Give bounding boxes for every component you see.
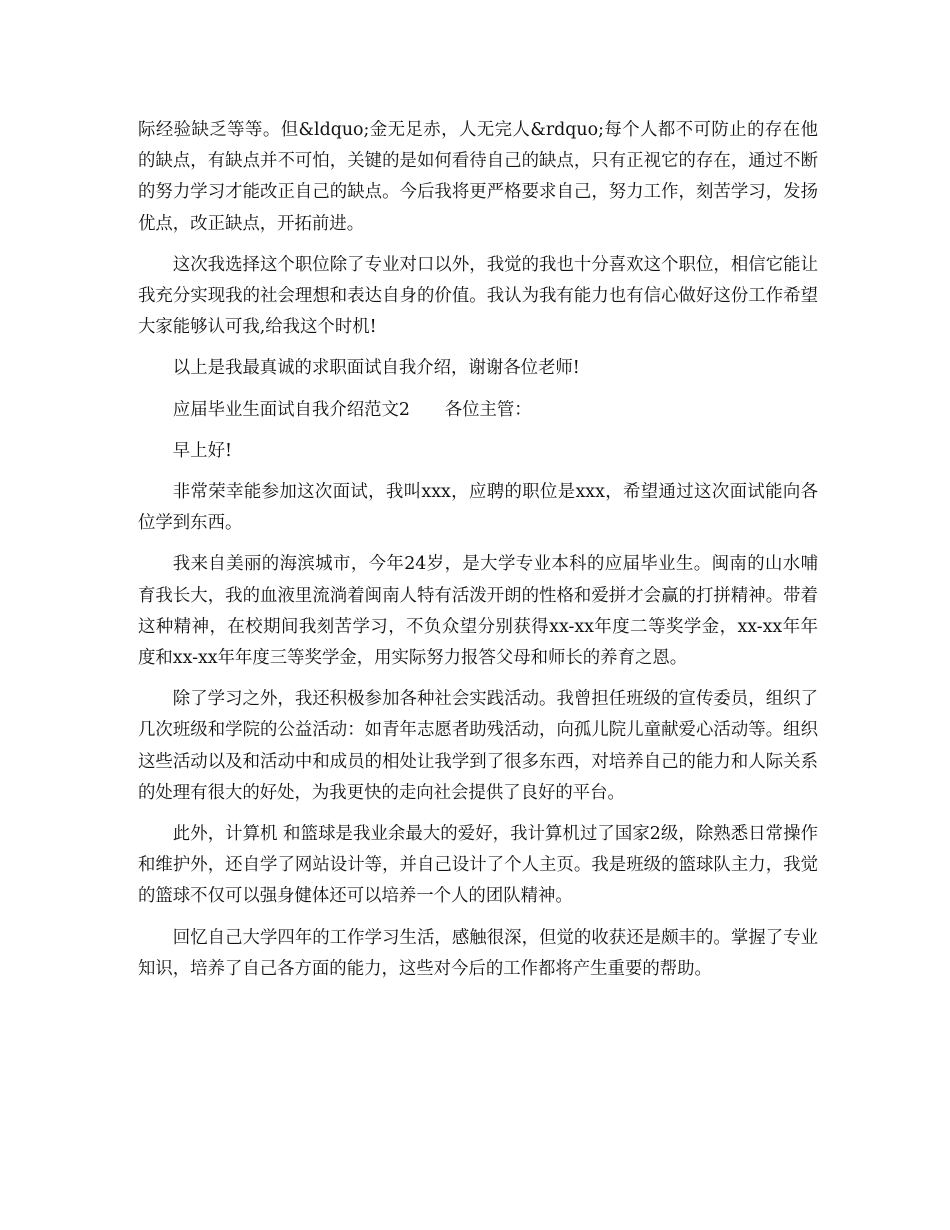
paragraph-introduction: 非常荣幸能参加这次面试，我叫xxx，应聘的职位是xxx，希望通过这次面试能向各位学到东西。 (138, 482, 818, 534)
paragraph-reflection: 回忆自己大学四年的工作学习生活，感触很深，但觉的收获还是颇丰的。掌握了专业知识，培养了自己各方面的能力，这些对今后的工作都将产生重要的帮助。 (138, 927, 818, 979)
paragraph-activities: 除了学习之外，我还积极参加各种社会实践活动。我曾担任班级的宣传委员，组织了几次班级和学院的公益活动：如青年志愿者助残活动，向孤儿院儿童献爱心活动等。组织这些活动以及和活动中和成员的相处让我学到了很多东西，对培养自己的能力和人际关系的处理有很大的好处，为我更快的走向社会提供了良好的平台。 (138, 689, 818, 803)
paragraph-continuation: 际经验缺乏等等。但&ldquo;金无足赤，人无完人&rdquo;每个人都不可防止的存在他的缺点，有缺点并不可怕，关键的是如何看待自己的缺点，只有正视它的存在，通过不断的努力学习才能改正自己的缺点。今后我将更严格要求自己，努力工作，刻苦学习，发扬优点，改正缺点，开拓前进。 (138, 120, 818, 234)
paragraph-job-choice: 这次我选择这个职位除了专业对口以外，我觉的我也十分喜欢这个职位，相信它能让我充分实现我的社会理想和表达自身的价值。我认为我有能力也有信心做好这份工作希望大家能够认可我,给我这个时机! (138, 254, 818, 338)
paragraph-closing-thanks: 以上是我最真诚的求职面试自我介绍，谢谢各位老师! (172, 358, 580, 379)
paragraph-background: 我来自美丽的海滨城市，今年24岁，是大学专业本科的应届毕业生。闽南的山水哺育我长大，我的血液里流淌着闽南人特有活泼开朗的性格和爱拼才会赢的打拼精神。带着这种精神，在校期间我刻苦学习，不负众望分别获得xx-xx年度二等奖学金，xx-xx年年度和xx-xx年年度三等奖学金，用实际努力报答父母和师长的养育之恩。 (138, 554, 818, 669)
paragraph-greeting: 早上好! (172, 440, 232, 461)
paragraph-sample-heading: 应届毕业生面试自我介绍范文2 各位主管： (172, 399, 532, 420)
paragraph-hobbies: 此外，计算机 和篮球是我业余最大的爱好，我计算机过了国家2级，除熟悉日常操作和维护外，还自学了网站设计等，并自己设计了个人主页。我是班级的篮球队主力，我觉的篮球不仅可以强身健体还可以培养一个人的团队精神。 (138, 824, 818, 907)
document-body (138, 115, 818, 995)
